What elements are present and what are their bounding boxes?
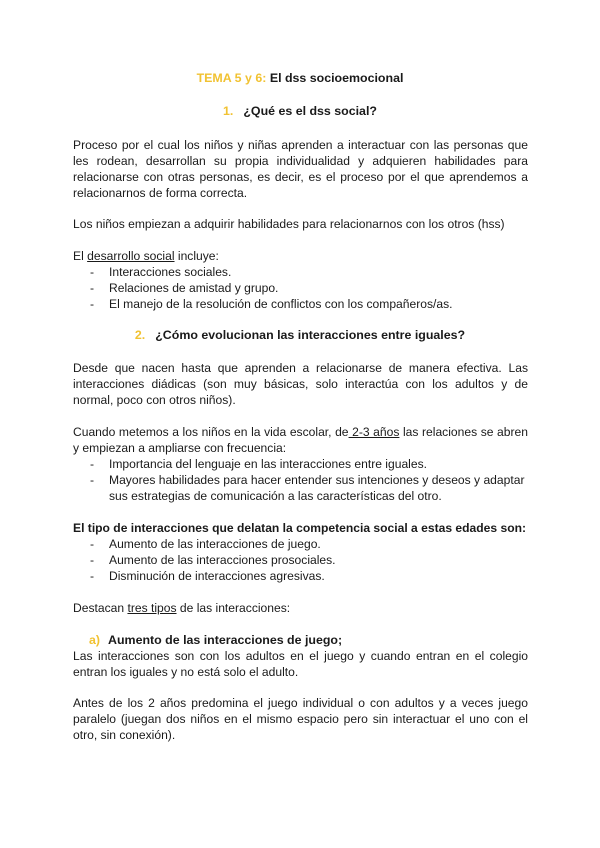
- text-line: Las interacciones son con los adultos en el juego y cuando entran en el colegio: [73, 649, 528, 663]
- section-1-heading: [0, 104, 600, 118]
- section-1-paragraph-2: Los niños empiezan a adquirir habilidades para relacionarnos con los otros (hss): [73, 217, 505, 231]
- list-item-text: Mayores habilidades para hacer entender sus intenciones y deseos y adaptar: [109, 473, 525, 487]
- list-item-text-continued: sus estrategias de comunicación a las características del otro.: [109, 489, 442, 503]
- subsection-a-heading: [89, 633, 342, 647]
- list-item-text: Importancia del lenguaje en las interacciones entre iguales.: [109, 457, 427, 471]
- document-title: [0, 71, 600, 85]
- types-suffix: de las interacciones:: [176, 601, 291, 615]
- text-line: entran los iguales y no está solo el adulto.: [73, 665, 299, 679]
- tres-tipos-underlined: tres tipos: [127, 601, 177, 615]
- section-2-heading-text: ¿Cómo evolucionan las interacciones entre iguales?: [155, 328, 466, 342]
- list-item: - Aumento de las interacciones de juego.: [90, 536, 530, 552]
- text-line: y empiezan a ampliarse con frecuencia:: [73, 441, 287, 455]
- list-item: - Disminución de interacciones agresivas.: [90, 568, 530, 584]
- text-line: otro, sin conexión).: [73, 728, 176, 742]
- section-2-list-1: [90, 456, 530, 504]
- section-1-paragraph-1: [73, 137, 528, 201]
- section-2-paragraph-1: [73, 360, 528, 408]
- competence-bold-line: El tipo de interacciones que delatan la competencia social a estas edades son:: [73, 521, 527, 535]
- text-segment: las relaciones se abren: [399, 425, 528, 439]
- list-item: - Aumento de las interacciones prosociales.: [90, 552, 530, 568]
- section-1-number: 1.: [223, 104, 234, 118]
- list-item: - El manejo de la resolución de conflictos con los compañeros/as.: [90, 296, 530, 312]
- section-2-list-2: [90, 536, 530, 584]
- text-line: paralelo (juegan dos niños en el mismo espacio pero sin interactuar el uno con el: [73, 712, 528, 726]
- subsection-a-paragraph-2: [73, 695, 528, 743]
- text-line: interacciones diádicas (son muy básicas, solo interactúa con los adultos y de: [73, 377, 528, 391]
- subsection-a-paragraph-1: [73, 648, 528, 680]
- includes-suffix: incluye:: [174, 249, 219, 263]
- text-line: Proceso por el cual los niños y niñas aprenden a interactuar con las personas que: [73, 138, 528, 152]
- includes-prefix: El: [73, 249, 88, 263]
- section-2-heading: [0, 328, 600, 342]
- subsection-a-label: a): [89, 633, 101, 647]
- section-1-list: [90, 264, 530, 312]
- text-line: Desde que nacen hasta que aprenden a relacionarse de manera efectiva. Las: [73, 361, 528, 375]
- subsection-a-heading-text: Aumento de las interacciones de juego;: [108, 633, 343, 647]
- section-1-heading-text: ¿Qué es el dss social?: [243, 104, 377, 118]
- list-item: [90, 472, 530, 504]
- list-item: - Interacciones sociales.: [90, 264, 530, 280]
- section-2-paragraph-2: [73, 424, 528, 456]
- section-1-includes-line: [73, 248, 219, 264]
- age-range-underlined: 2-3 años: [348, 425, 400, 439]
- text-line: relacionarnos de forma correcta.: [73, 186, 248, 200]
- three-types-line: [73, 600, 290, 616]
- desarrollo-social-underlined: desarrollo social: [87, 249, 175, 263]
- text-line: Antes de los 2 años predomina el juego individual o con adultos y a veces juego: [73, 696, 528, 710]
- types-prefix: Destacan: [73, 601, 128, 615]
- list-item: [90, 456, 530, 472]
- section-2-number: 2.: [134, 328, 146, 342]
- title-prefix: TEMA 5 y 6:: [196, 71, 267, 85]
- text-segment: Cuando metemos a los niños en la vida escolar, de: [73, 425, 349, 439]
- title-main: El dss socioemocional: [269, 71, 404, 85]
- text-line: les rodean, desarrollan su propia individualidad y adquieren habilidades para: [73, 154, 528, 168]
- list-item: - Relaciones de amistad y grupo.: [90, 280, 530, 296]
- text-line: relacionarse con otras personas, es decir, es el proceso por el que aprendemos a: [73, 170, 528, 184]
- text-line: normal, poco con otros niños).: [73, 393, 236, 407]
- text-line: [73, 424, 528, 440]
